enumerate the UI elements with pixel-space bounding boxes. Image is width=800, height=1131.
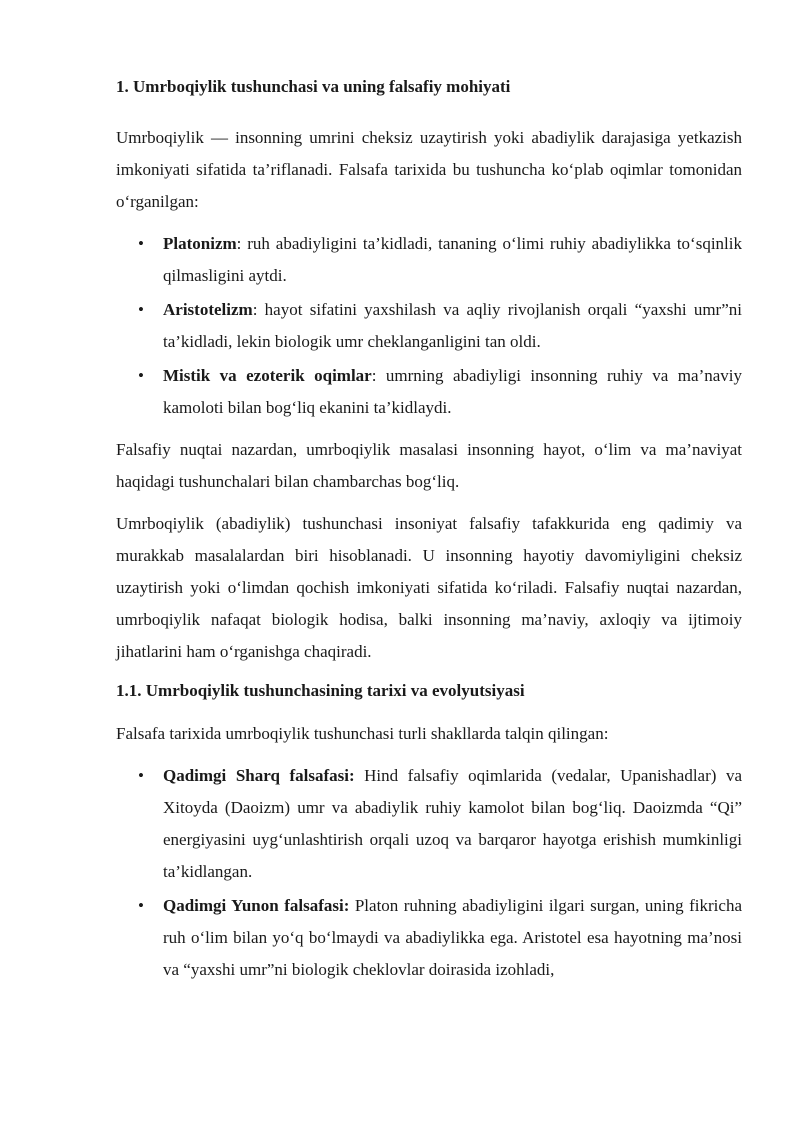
- bullet-item-mystic: [116, 360, 742, 424]
- bullet-separator: :: [371, 366, 377, 385]
- bullet-text: umrning abadiyligi insonning ruhiy va ma’naviy kamoloti bilan bog‘liq ekanini ta’kidlaydi.: [163, 366, 742, 417]
- intro-paragraph: Umrboqiylik — insonning umrini cheksiz uzaytirish yoki abadiylik darajasiga yetkazish imkoniyati sifatida ta’riflanadi. Falsafa tarixida bu tushuncha ko‘plab oqimlar tomonidan o‘rganilgan:: [116, 128, 742, 211]
- document-page: [116, 74, 742, 996]
- bullet-icon: •: [138, 366, 144, 385]
- bullet-text: hayot sifatini yaxshilash va aqliy rivojlanish orqali “yaxshi umr”ni ta’kidladi, lekin biologik umr cheklanganligini tan oldi.: [163, 300, 742, 351]
- bullet-icon: •: [138, 300, 144, 319]
- bullet-item-aristotelism: [116, 294, 742, 358]
- bullet-icon: •: [138, 234, 144, 253]
- body-paragraph: Falsafiy nuqtai nazardan, umrboqiylik masalasi insonning hayot, o‘lim va ma’naviyat haqidagi tushunchalari bilan chambarchas bog‘liq.: [116, 440, 742, 491]
- bullet-separator: :: [236, 234, 242, 253]
- history-bullet-list: [116, 760, 742, 986]
- bullet-text: Hind falsafiy oqimlarida (vedalar, Upanishadlar) va Xitoyda (Daoizm) umr va abadiylik ruhiy kamolot bilan bog‘liq. Daoizmda “Qi” energiyasini uyg‘unlashtirish orqali uzoq va barqaror hayotga erishish mumkinligi ta’kidlangan.: [163, 766, 742, 881]
- philosophy-bullet-list: [116, 228, 742, 424]
- bullet-term: Qadimgi Yunon falsafasi:: [163, 896, 350, 915]
- bullet-term: Platonizm: [163, 234, 237, 253]
- bullet-item-east: [116, 760, 742, 888]
- intro-paragraph: Falsafa tarixida umrboqiylik tushunchasi turli shakllarda talqin qilingan:: [116, 724, 609, 743]
- bullet-text: Platon ruhning abadiyligini ilgari surgan, uning fikricha ruh o‘lim bilan yo‘q bo‘lmaydi va abadiylikka ega. Aristotel esa hayotning ma’nosi va “yaxshi umr”ni biologik cheklovlar doirasida izohladi,: [163, 896, 742, 979]
- bullet-icon: •: [138, 766, 144, 785]
- bullet-term: Qadimgi Sharq falsafasi:: [163, 766, 355, 785]
- bullet-item-greek: [116, 890, 742, 986]
- bullet-term: Mistik va ezoterik oqimlar: [163, 366, 372, 385]
- bullet-separator: :: [252, 300, 258, 319]
- bullet-icon: •: [138, 896, 144, 915]
- body-paragraph: Umrboqiylik (abadiylik) tushunchasi insoniyat falsafiy tafakkurida eng qadimiy va murakkab masalalardan biri hisoblanadi. U insonning hayotiy davomiyligini cheksiz uzaytirish yoki o‘limdan qochish imkoniyati sifatida ko‘riladi. Falsafiy nuqtai nazardan, umrboqiylik nafaqat biologik hodisa, balki insonning ma’naviy, axloqiy va ijtimoiy jihatlarini ham o‘rganishga chaqiradi.: [116, 514, 742, 661]
- bullet-text: ruh abadiyligini ta’kidladi, tananing o‘limi ruhiy abadiylikka to‘sqinlik qilmasligini aytdi.: [163, 234, 742, 285]
- section-heading: 1. Umrboqiylik tushunchasi va uning falsafiy mohiyati: [116, 77, 511, 96]
- bullet-term: Aristotelizm: [163, 300, 253, 319]
- bullet-item-platonism: [116, 228, 742, 292]
- subsection-heading: 1.1. Umrboqiylik tushunchasining tarixi va evolyutsiyasi: [116, 681, 525, 700]
